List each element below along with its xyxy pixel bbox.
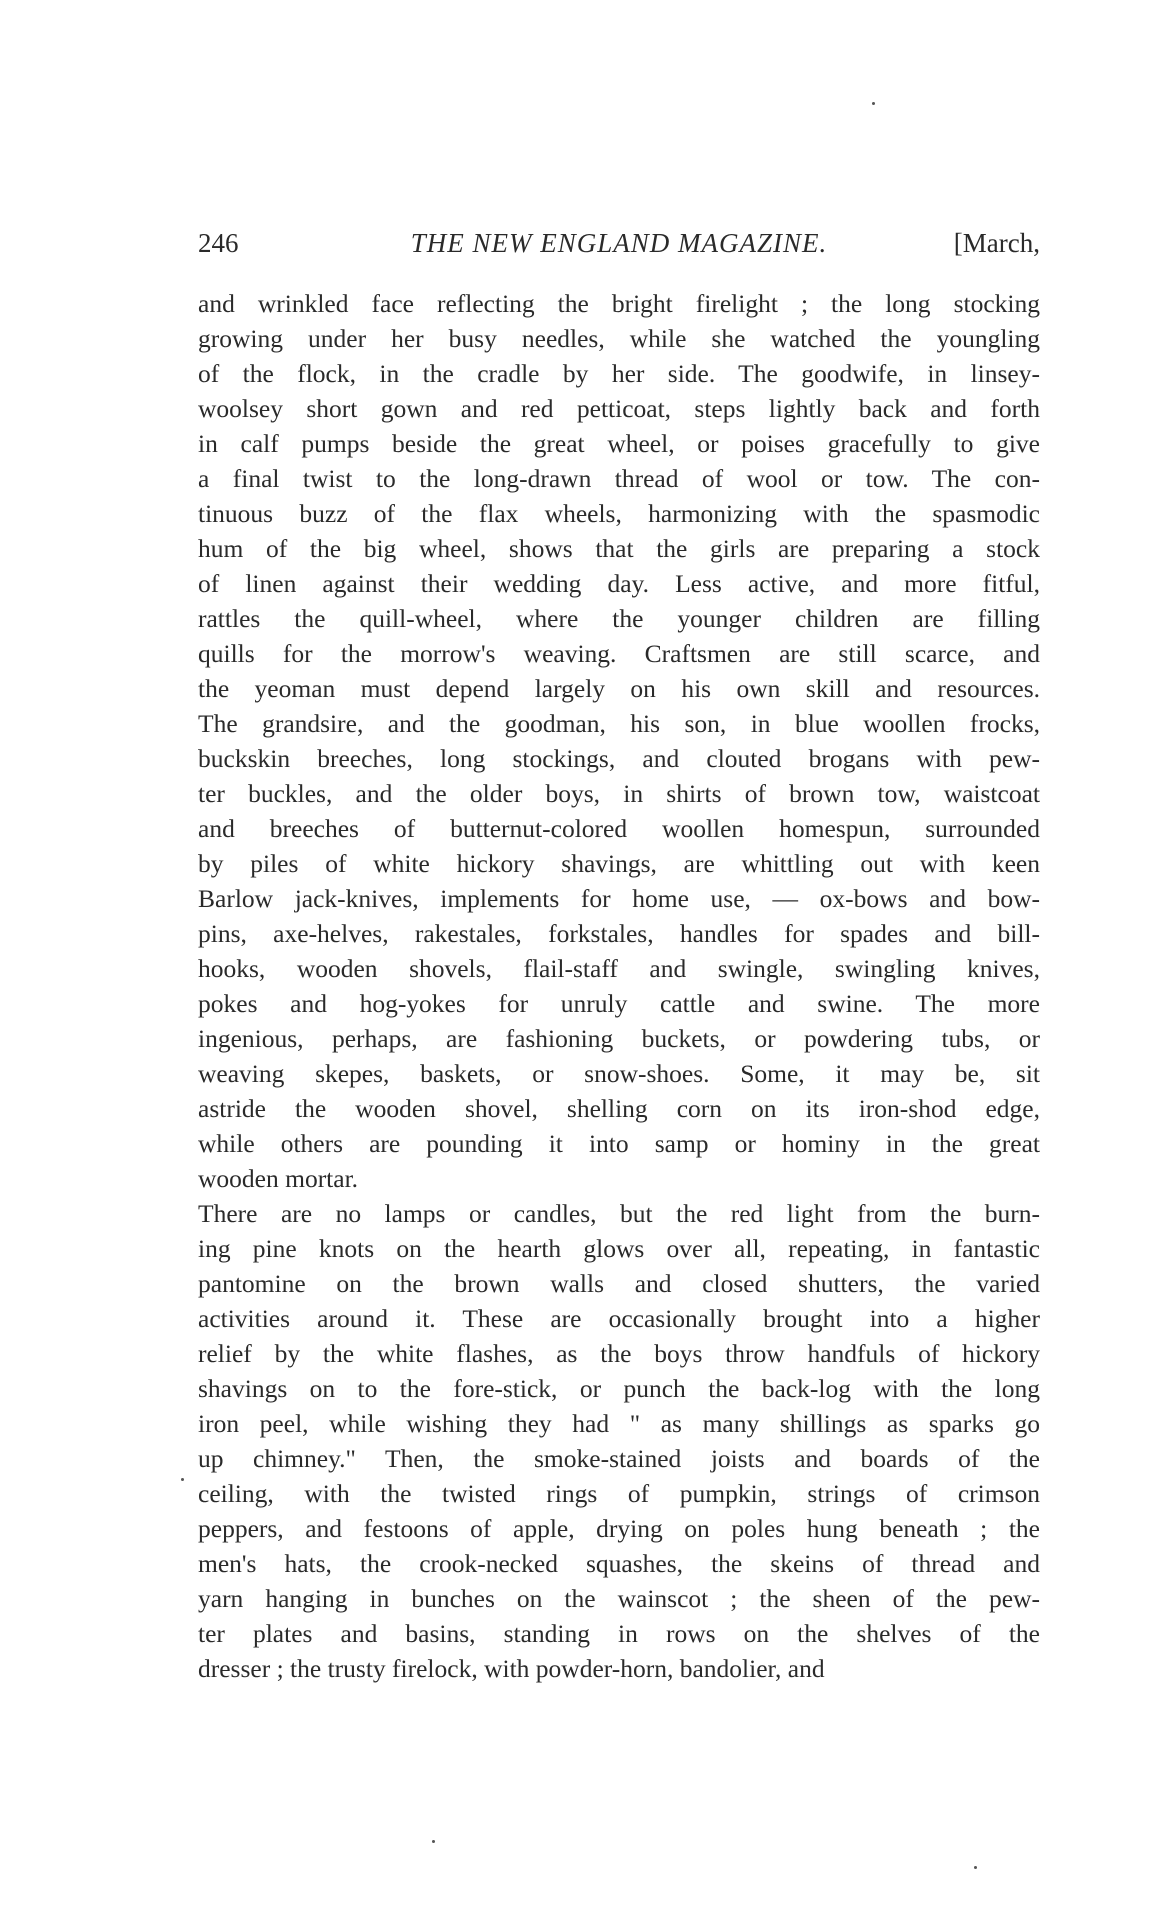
text-line: tinuous buzz of the flax wheels, harmonizing with the spasmodic (198, 499, 1040, 528)
text-line: ing pine knots on the hearth glows over all, repeating, in fantastic (198, 1234, 1040, 1263)
body-text (198, 286, 1040, 1686)
text-line: of linen against their wedding day. Less active, and more fitful, (198, 569, 1040, 598)
text-line: peppers, and festoons of apple, drying on poles hung beneath ; the (198, 1514, 1040, 1543)
text-line: rattles the quill-wheel, where the younger children are filling (198, 604, 1040, 633)
print-speck (432, 1840, 435, 1843)
paragraph (198, 1196, 1040, 1686)
text-line: yarn hanging in bunches on the wainscot ; the sheen of the pew- (198, 1584, 1040, 1613)
text-line: men's hats, the crook-necked squashes, the skeins of thread and (198, 1549, 1040, 1578)
running-head (198, 228, 1040, 268)
text-line: woolsey short gown and red petticoat, steps lightly back and forth (198, 394, 1040, 423)
text-line: ter buckles, and the older boys, in shirts of brown tow, waistcoat (198, 779, 1040, 808)
text-line: Barlow jack-knives, implements for home use, — ox-bows and bow- (198, 884, 1040, 913)
text-line: weaving skepes, baskets, or snow-shoes. Some, it may be, sit (198, 1059, 1040, 1088)
text-line: and wrinkled face reflecting the bright firelight ; the long stocking (198, 289, 1040, 318)
text-line: a final twist to the long-drawn thread of wool or tow. The con- (198, 464, 1040, 493)
text-line: ter plates and basins, standing in rows on the shelves of the (198, 1619, 1040, 1648)
print-speck (974, 1866, 977, 1869)
print-speck (872, 102, 875, 105)
print-speck (181, 1478, 184, 1481)
text-line: in calf pumps beside the great wheel, or poises gracefully to give (198, 429, 1040, 458)
text-line: relief by the white flashes, as the boys throw handfuls of hickory (198, 1339, 1040, 1368)
text-line: by piles of white hickory shavings, are whittling out with keen (198, 849, 1040, 878)
text-line: dresser ; the trusty firelock, with powder-horn, bandolier, and (198, 1654, 825, 1683)
issue-month: [March, (953, 228, 1040, 258)
text-line: of the flock, in the cradle by her side. The goodwife, in linsey- (198, 359, 1040, 388)
text-line: quills for the morrow's weaving. Craftsmen are still scarce, and (198, 639, 1040, 668)
text-line: shavings on to the fore-stick, or punch the back-log with the long (198, 1374, 1040, 1403)
text-line: pins, axe-helves, rakestales, forkstales, handles for spades and bill- (198, 919, 1040, 948)
text-line: pantomine on the brown walls and closed shutters, the varied (198, 1269, 1040, 1298)
paragraph (198, 286, 1040, 1196)
text-line: iron peel, while wishing they had " as many shillings as sparks go (198, 1409, 1040, 1438)
journal-title: THE NEW ENGLAND MAGAZINE. (410, 228, 828, 258)
text-line: ceiling, with the twisted rings of pumpkin, strings of crimson (198, 1479, 1040, 1508)
text-line: The grandsire, and the goodman, his son, in blue woollen frocks, (198, 709, 1040, 738)
text-line: while others are pounding it into samp or hominy in the great (198, 1129, 1040, 1158)
text-line: activities around it. These are occasionally brought into a higher (198, 1304, 1040, 1333)
text-line: hooks, wooden shovels, flail-staff and swingle, swingling knives, (198, 954, 1040, 983)
text-line: hum of the big wheel, shows that the girls are preparing a stock (198, 534, 1040, 563)
text-line: There are no lamps or candles, but the red light from the burn- (198, 1199, 1040, 1228)
text-line: pokes and hog-yokes for unruly cattle and swine. The more (198, 989, 1040, 1018)
page-number: 246 (198, 228, 239, 258)
text-line: growing under her busy needles, while she watched the youngling (198, 324, 1040, 353)
text-line: astride the wooden shovel, shelling corn on its iron-shod edge, (198, 1094, 1040, 1123)
text-line: ingenious, perhaps, are fashioning buckets, or powdering tubs, or (198, 1024, 1040, 1053)
text-line: up chimney." Then, the smoke-stained joists and boards of the (198, 1444, 1040, 1473)
text-line: and breeches of butternut-colored woollen homespun, surrounded (198, 814, 1040, 843)
text-line: the yeoman must depend largely on his own skill and resources. (198, 674, 1040, 703)
text-line: wooden mortar. (198, 1164, 359, 1193)
text-line: buckskin breeches, long stockings, and clouted brogans with pew- (198, 744, 1040, 773)
